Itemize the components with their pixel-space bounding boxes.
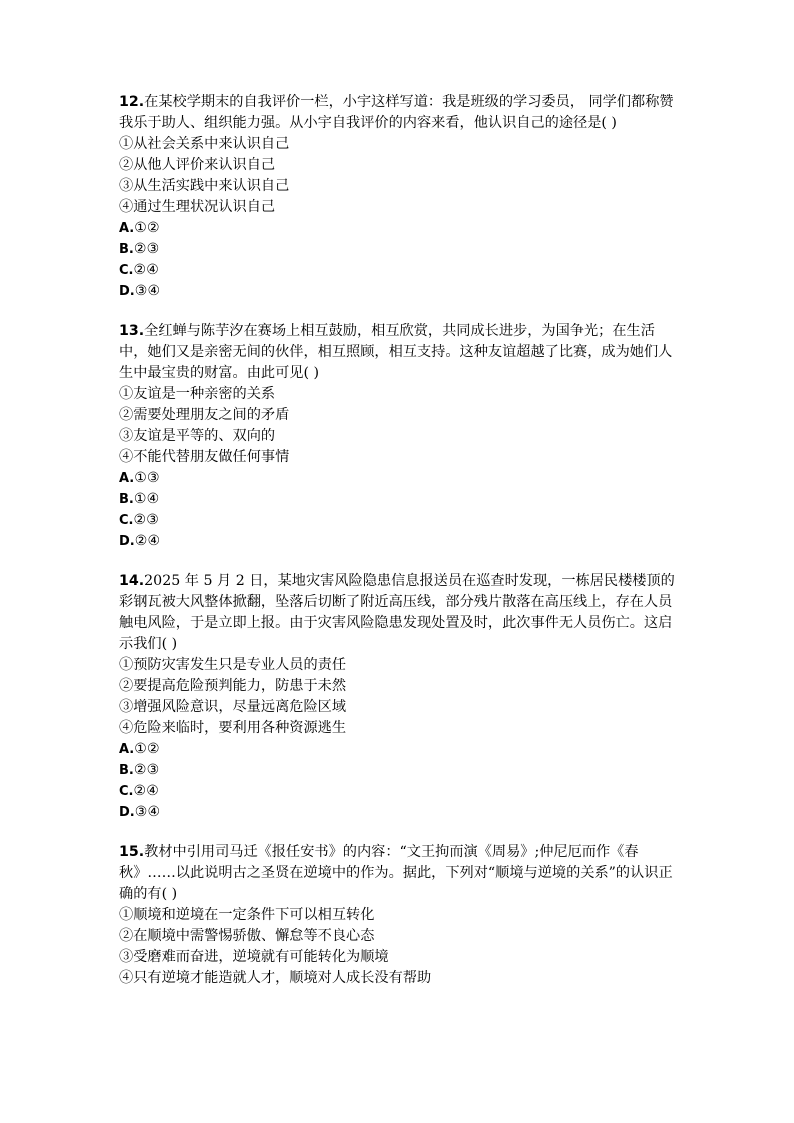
question-text: 全红蝉与陈芋汐在赛场上相互鼓励，相互欣赏，共同成长进步，为国争光；在生活中，她们又是亲密无间的伙伴，相互照顾，相互支持。这种友谊超越了比赛，成为她们人生中最宝贵的财富。由此可见( ) [119, 323, 673, 381]
option-text: ①③ [134, 470, 160, 486]
statement-3: ③增强风险意识，尽量远离危险区域 [119, 699, 347, 715]
option-text: ①② [134, 741, 160, 757]
option-text: ②③ [133, 512, 159, 528]
option-text: ③④ [134, 283, 161, 299]
statement-3: ③友谊是平等的、双向的 [119, 428, 276, 444]
question-stem [119, 92, 679, 134]
question-number: 12. [119, 94, 145, 110]
question-12 [119, 92, 679, 302]
statement-1: ①友谊是一种亲密的关系 [119, 386, 276, 402]
statement-2: ②从他人评价来认识自己 [119, 157, 276, 173]
question-stem [119, 571, 679, 655]
option-text: ②④ [133, 783, 159, 799]
question-number: 14. [119, 573, 145, 589]
statement-2: ②在顺境中需警惕骄傲、懈怠等不良心态 [119, 928, 375, 944]
option-text: ②④ [133, 262, 159, 278]
question-stem [119, 321, 679, 384]
option-a [119, 218, 679, 239]
option-letter: D. [119, 284, 135, 299]
option-text: ②③ [133, 241, 160, 257]
question-text: 2025 年 5 月 2 日，某地灾害风险隐患信息报送员在巡查时发现，一栋居民楼楼顶的彩钢瓦被大风整体掀翻，坠落后切断了附近高压线，部分残片散落在高压线上，存在人员触电风险，于是立即上报。由于灾害风险隐患发现处置及时，此次事件无人员伤亡。这启示我们( ) [119, 573, 675, 652]
statement-2: ②需要处理朋友之间的矛盾 [119, 407, 290, 423]
option-b [119, 489, 679, 510]
statement-4: ④通过生理状况认识自己 [119, 199, 276, 215]
option-text: ③④ [134, 804, 161, 820]
statement-3: ③从生活实践中来认识自己 [119, 178, 290, 194]
statement-1: ①顺境和逆境在一定条件下可以相互转化 [119, 907, 375, 923]
option-text: ①④ [133, 491, 160, 507]
option-letter: A. [119, 471, 135, 486]
option-letter: C. [119, 263, 134, 278]
statement-4: ④危险来临时，要利用各种资源逃生 [119, 720, 347, 736]
option-letter: C. [119, 784, 134, 799]
question-14 [119, 571, 679, 823]
option-d [119, 531, 679, 552]
option-letter: B. [119, 242, 134, 257]
question-stem [119, 842, 679, 905]
statement-1: ①从社会关系中来认识自己 [119, 136, 290, 152]
question-number: 13. [119, 323, 145, 339]
option-letter: D. [119, 534, 135, 549]
option-b [119, 760, 679, 781]
question-13 [119, 321, 679, 552]
option-text: ②④ [134, 533, 161, 549]
option-c [119, 260, 679, 281]
option-c [119, 510, 679, 531]
option-a [119, 739, 679, 760]
option-c [119, 781, 679, 802]
option-text: ②③ [133, 762, 160, 778]
option-a [119, 468, 679, 489]
option-letter: B. [119, 763, 134, 778]
statement-3: ③受磨难而奋进，逆境就有可能转化为顺境 [119, 949, 389, 965]
option-b [119, 239, 679, 260]
question-15 [119, 842, 679, 989]
option-letter: C. [119, 513, 134, 528]
document-page [119, 92, 679, 1008]
option-text: ①② [134, 220, 160, 236]
question-text: 教材中引用司马迁《报任安书》的内容：“文王拘而演《周易》;仲尼厄而作《春秋》……以此说明古之圣贤在逆境中的作为。据此，下列对“顺境与逆境的关系”的认识正确的有( ) [119, 844, 673, 902]
question-text: 在某校学期末的自我评价一栏，小宇这样写道：我是班级的学习委员， 同学们都称赞我乐于助人、组织能力强。从小宇自我评价的内容来看，他认识自己的途径是( ) [119, 94, 674, 131]
statement-2: ②要提高危险预判能力，防患于未然 [119, 678, 347, 694]
option-letter: B. [119, 492, 134, 507]
option-letter: A. [119, 742, 135, 757]
statement-4: ④不能代替朋友做任何事情 [119, 449, 290, 465]
question-number: 15. [119, 844, 145, 860]
option-letter: D. [119, 805, 135, 820]
statement-1: ①预防灾害发生只是专业人员的责任 [119, 657, 347, 673]
option-d [119, 281, 679, 302]
option-d [119, 802, 679, 823]
statement-4: ④只有逆境才能造就人才，顺境对人成长没有帮助 [119, 970, 432, 986]
option-letter: A. [119, 221, 135, 236]
